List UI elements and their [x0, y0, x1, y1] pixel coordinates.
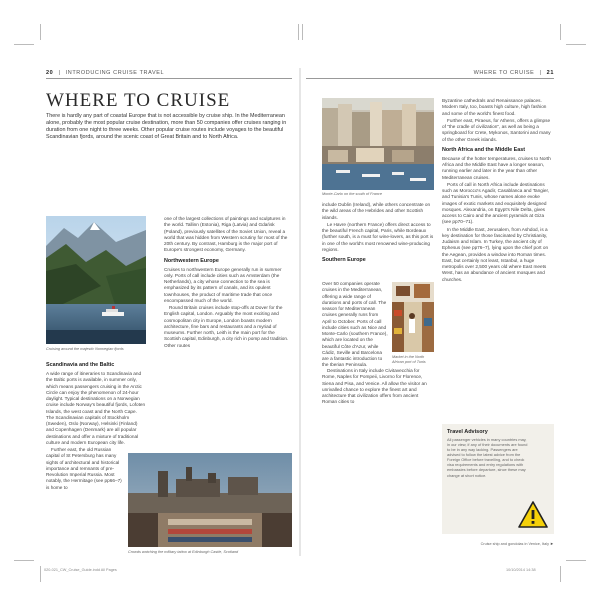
advisory-title: Travel Advisory [447, 429, 488, 435]
running-head-left: 20 | INTRODUCING CRUISE TRAVEL [46, 70, 165, 76]
body-paragraph: Ports of call in North Africa include destinations such as Morocco's Agadir, Casablanca and Tangier, and Tunisia's Tunis, whose names alone evoke images of exotic markets and exquisitely designed mosques. Alexandria, on Egypt's Nile Delta, gives access to Cairo and the ancient pyramids at Giza (see pp70–71). [442, 181, 550, 225]
body-paragraph: Destinations in Italy include Civitavecchia for Rome, Naples for Pompeii, Livorno for Florence, Siena and Pisa, and Venice. All allow the visitor an unrivalled chance to explore the finest art and architecture that civilization offers from ancient Roman cities to [322, 368, 427, 405]
crop-mark [302, 24, 303, 40]
photo-caption: Crowds watching the military tattoo at Edinburgh Castle, Scotland [128, 550, 239, 554]
header-rule [46, 78, 292, 79]
crop-mark [560, 24, 561, 40]
warning-icon [518, 501, 548, 528]
castle-tattoo-photo [128, 453, 292, 547]
body-paragraph: Cruises to northwestern Europe generally run in summer only. Ports of call include cities such as Amsterdam (the Netherlands), a city whose connection to the sea is emphasized by its pattern of canals, and its opulent townhouses, the product of maritime trade that once encompassed much of the world. [164, 266, 282, 303]
photo-caption: Market in the North African port of Tunis [392, 355, 426, 364]
body-paragraph: Le Havre (northern France) offers direct access to the beautiful French capital, Paris, while Bordeaux (further south, is a must for wine-lovers, as this port is in one of the world's most renowned wine-producing regions. [322, 221, 434, 252]
page-number: 21 [546, 70, 554, 76]
section-heading: North Africa and the Middle East [442, 146, 526, 153]
right-column-1-top [322, 202, 434, 280]
body-paragraph: In the Middle East, Jerusalem, from Ashdod, is a key destination for those fascinated by Christianity, Judaism and Islam. In Turkey, the ancient city of Ephesus (see pp76–7), lying upon the chief port on the Aegean, provides a window into Roman times. East, but certainly not least, Istanbul, a huge metropolis over 2,500 years old where East meets West, has an abundance of ancient mosques and churches. [442, 226, 549, 282]
crop-mark [560, 566, 561, 582]
left-column-2 [164, 216, 292, 448]
crop-mark [40, 566, 41, 582]
advisory-text: All passenger vehicles in many countries may, in our view, if any of their documents are found to be in any way lacking. Passengers are advised to follow the latest advice from the Foreign Office before travelling, and to check visa requirements and entry regulations with embassies before departure, since these may change at short notice. [447, 437, 528, 478]
body-paragraph: Further east, Piraeus, for Athens, offers a glimpse of "the cradle of civilization", as well as being a springboard for Crete, Mykonos, Santorini and many of the other Greek islands. [442, 117, 551, 142]
intro-paragraph: There is hardly any part of coastal Europe that is not accessible by cruise ship. In the Mediterranean alone, probably the most popular cruise destination, more than 50 companies offer cruises ranging in duration from one night to three weeks. Other popular cruise routes include voyages to the beautiful Scandinavian fjords, around the scenic coast of Great Britain and to North Africa. [46, 113, 287, 140]
body-paragraph: Round Britain cruises include stop-offs at Dover for the English capital, London. Arguably the most exciting and cosmopolitan city in Europe, London boasts modern architecture, fine bars and restaurants and a myriad of museums. Further north, Leith is the main port for the Scottish capital, Edinburgh, a city rich in pomp and tradition. Other routes [164, 305, 289, 348]
left-page [44, 68, 294, 556]
next-page-caption [442, 542, 554, 547]
page-title: WHERE TO CRUISE [46, 90, 231, 111]
body-paragraph: one of the largest collections of paintings and sculptures in the world. Tallinn (Estonia), Riga (Latvia) and Gdańsk (Poland), previously satellites of the Soviet Union, reveal a world that was hidden from Western scrutiny for most of the 20th century. By contrast, Hamburg is the major port of Europe's strongest economy, Germany. [164, 216, 288, 253]
running-head-right: WHERE TO CRUISE | 21 [473, 70, 554, 76]
book-spread [44, 68, 556, 556]
body-paragraph: A wide range of itineraries to Scandinavia and the Baltic ports is available, in summer only, which means passengers cruising in the Arctic Circle can enjoy the phenomenon of 24-hour daylight. Typical destinations on a Norwegian cruise include Norway's beautiful fjords, Lofoten Islands, the west coast and the North Cape. The Scandinavian capitals of Stockholm (Sweden), Oslo (Norway), Helsinki (Finland) and Copenhagen (Denmark) are all popular destinations and offer a mixture of traditional culture and modern European city life. [46, 371, 146, 445]
body-paragraph: Byzantine cathedrals and Renaissance palaces. Modern Italy, too, boasts high culture, high fashion and some of the world's finest food. [442, 98, 547, 116]
right-page [306, 68, 556, 556]
arrow-right-icon: ► [550, 541, 554, 546]
photo-caption: Cruising around the majestic Norwegian fjords [46, 347, 124, 351]
running-head-text: INTRODUCING CRUISE TRAVEL [65, 70, 165, 76]
section-heading: Scandinavia and the Baltic [46, 362, 115, 368]
travel-advisory-box [442, 424, 554, 534]
photo-caption: Monte-Carlo on the south of France [322, 192, 382, 196]
crop-mark [14, 560, 34, 561]
section-heading: Northwestern Europe [164, 257, 219, 264]
monte-carlo-photo [322, 98, 434, 190]
crop-mark [298, 24, 299, 40]
right-column-1-bottom [322, 368, 434, 556]
crop-mark [566, 44, 586, 45]
crop-mark [14, 44, 34, 45]
right-column-1-narrow [322, 281, 388, 367]
page-gutter [299, 68, 301, 556]
body-paragraph: Because of the hotter temperatures, cruises to North Africa and the Middle East have a longer season, running earlier and later in the year than other Mediterranean cruises. [442, 155, 551, 180]
print-date-info: 10/10/2014 14:38 [506, 568, 536, 572]
right-column-2 [442, 98, 554, 420]
crop-mark [566, 560, 586, 561]
next-caption-text: Cruise ship and gondolas in Venice, Italy [480, 542, 549, 546]
crop-mark [40, 24, 41, 40]
running-head-text: WHERE TO CRUISE [473, 70, 535, 76]
print-file-info: 020-021_CW_Cruise_Guide.indd All Pages [44, 568, 117, 572]
body-paragraph: Over 50 companies operate cruises in the Mediterranean, offering a wide range of durations and ports of call. The season for Mediterranean cruises generally runs from April to October. Ports of call include cities such as Nice and Monte-Carlo (southern France), which are located on the beautiful Côte d'Azur, while Cádiz, Seville and Barcelona are a fantastic introduction to the Iberian Peninsula. [322, 281, 388, 367]
body-paragraph: include Dublin (Ireland), while others concentrate on the wild areas of the Hebrides and other Scottish islands. [322, 202, 431, 220]
section-heading: Southern Europe [322, 257, 366, 263]
fjord-photo [46, 216, 146, 344]
page-number: 20 [46, 70, 54, 76]
header-rule [306, 78, 554, 79]
tunis-market-photo [392, 282, 434, 352]
body-paragraph: Further east, the old Russian capital of St Petersburg has many sights of architectural and historical importance and remnants of pre-Revolution Imperial Russia. Most notably, the Hermitage (see pp66–7) is home to [46, 447, 122, 490]
